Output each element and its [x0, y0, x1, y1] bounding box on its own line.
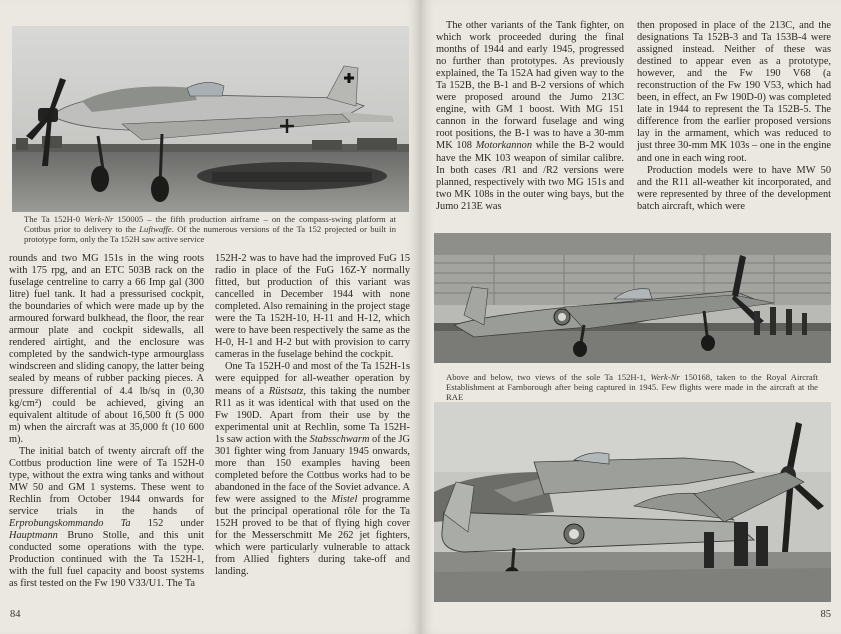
paragraph: The initial batch of twenty aircraft off the Cottbus production line were of Ta 152H-0 type, without the extra wing tanks and without MW 50 and GM 1 systems. These went to Rechlin from October 1944 onwards for service trials in the hands of Erprobungskommando Ta 152 under Hauptmann Bruno Stolle, and this unit conducted some operations with the type. Production continued with the Ta 152H-1, with the full fuel capacity and boost systems as first tested on the Fw 190 V33/U1. The Ta [9, 445, 204, 590]
left-col-1 [9, 253, 204, 590]
right-photo-caption: Above and below, two views of the sole Ta 152H-1, Werk-Nr 150168, taken to the Royal Aircraft Establishment at Farnborough after being captured in 1945. Few flights were made in the aircraft at the RAE [446, 372, 818, 402]
ta152h1-hangar-photo [434, 233, 831, 363]
right-col-1 [436, 20, 624, 213]
page-number-left: 84 [10, 609, 21, 620]
page-number-right: 85 [820, 609, 831, 620]
paragraph: then proposed in place of the 213C, and the designations Ta 152B-3 and Ta 153B-4 were assigned instead. Neither of these was destined to appear even as a prototype, however, and the Fw 190 V68 (a reconstruction of the Fw 190 V53, which had been, in effect, an Fw 190D-0) was completed late in 1944 to represent the Ta 152B-5. The difference from the earlier proposed versions lay in the armament, which was reduced to just three 30-mm MK 103s – one in the engine and one in each wing root. [637, 20, 831, 164]
ta152h0-photo [12, 26, 409, 212]
paragraph: One Ta 152H-0 and most of the Ta 152H-1s were equipped for all-weather operation by means of a Rüstsatz, this taking the number R11 as it was identical with that used on the Fw 190D. Apart from their use by the experimental unit at Rechlin, some Ta 152H-1s saw action with the Stabsschwarm of the JG 301 fighter wing from January 1945 onwards, more than 150 examples having been completed before the Cottbus works had to be abandoned in the face of the Soviet advance. A few were assigned to the Mistel programme but the principal operational rôle for the Ta 152H proved to be that of flying high cover for the Messerschmitt Me 262 jet fighters, which were particularly vulnerable to attack from Allied fighters during take-off and landing. [215, 361, 411, 578]
left-photo-caption: The Ta 152H-0 Werk-Nr 150005 – the fifth production airframe – on the compass-swing platform at Cottbus prior to delivery to the Luftwaffe. Of the numerous versions of the Ta 152 projected or built in prototype form, only the Ta 152H saw active service [24, 214, 396, 244]
left-page-photo [12, 26, 409, 212]
paragraph: rounds and two MG 151s in the wing roots with 175 rpg, and an ETC 503B rack on the fuselage centreline to carry a 66 Imp gal (300 litre) fuel tank. It had a pressurised cockpit, the boundaries of which were made up by the armoured forward bulkhead, the floor, the rear armour plate and cockpit sidewalls, all rendered airtight, and the enclosure was completed by the sandwich-type armourglass windscreen and sliding canopy, the latter being sealed by means of rubber packing pieces. A pressure differential of 4.4 lb/sq in (0,30 kg/cm²) could be achieved, giving an equivalent altitude of about 16,500 ft (5 000 m) when the aircraft was at 35,000 ft (10 600 m). [9, 253, 204, 445]
right-page-photo-bottom [434, 402, 831, 602]
paragraph: The other variants of the Tank fighter, on which work proceeded during the final months of 1944 and early 1945, progressed no further than prototypes. As previously explained, the Ta 152A had given way to the Ta 152B, the B-1 and B-2 versions of which were proposed around the Jumo 213C engine, with GM 1 boost. With MG 151 cannon in the forward fuselage and wing root positions, the B-1 was to have a 30-mm MK 108 Motorkannon while the B-2 would have the MK 103 weapon of similar calibre. In both cases /R1 and /R2 versions were planned, respectively with two MG 151s and two MK 108s in the outer wing bays, but the Jumo 213E was [436, 20, 624, 212]
paragraph: Production models were to have MW 50 and the R11 all-weather kit incorporated, and were represented by three of the development batch aircraft, which were [637, 164, 831, 212]
ta152h1-parked-photo [434, 402, 831, 602]
left-page [0, 0, 420, 634]
right-page-photo-top [434, 233, 831, 363]
right-page [421, 0, 841, 634]
right-col-2 [637, 20, 831, 213]
paragraph: 152H-2 was to have had the improved FuG 15 radio in place of the FuG 16Z-Y normally fitted, but production of this variant was cancelled in December 1944 with none completed. Also remaining in the project stage were the Ta 152H-10, H-11 and H-12, which were to have been respectively the same as the H-0, H-1 and H-2 but with provision to carry cameras in the fuselage behind the cockpit. [215, 253, 410, 361]
left-col-2 [215, 253, 410, 578]
